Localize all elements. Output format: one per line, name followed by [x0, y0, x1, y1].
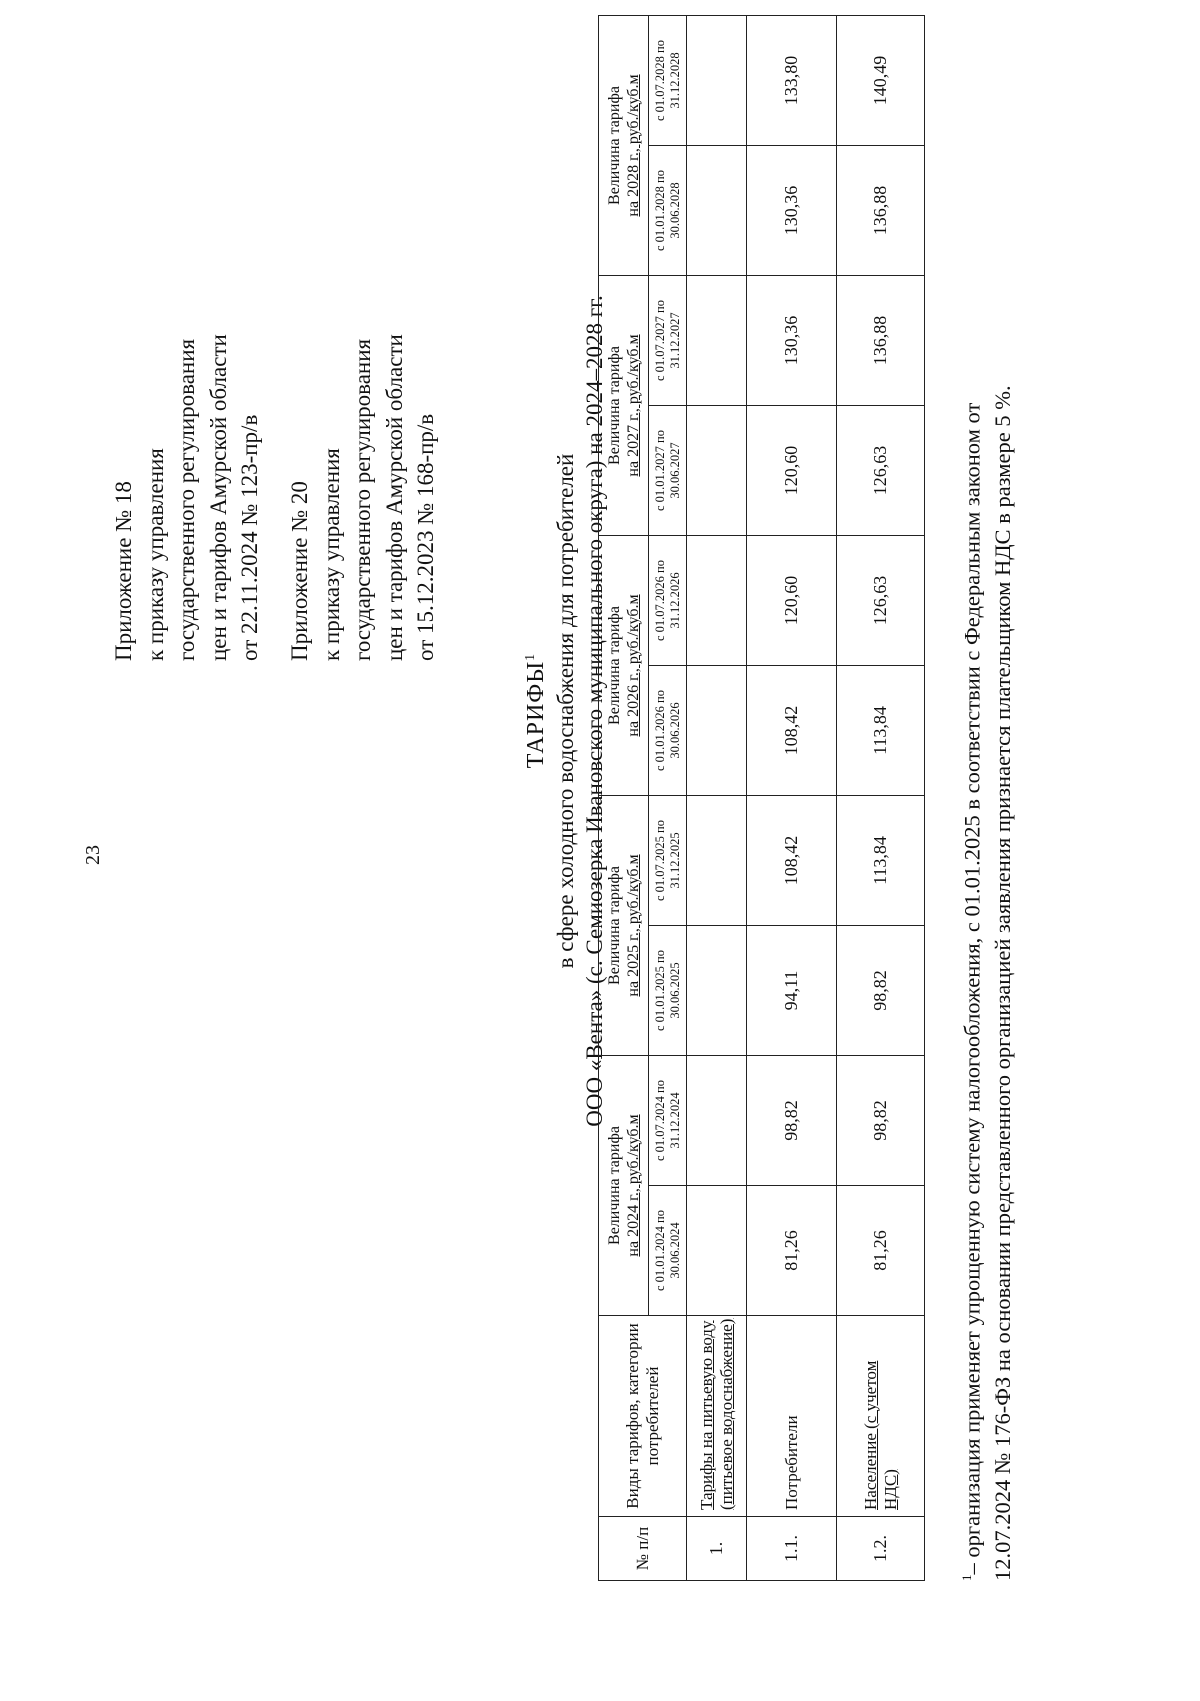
period-2025-h2: с 01.07.2025 по 31.12.2025	[649, 796, 687, 926]
tariff-value	[687, 1056, 747, 1186]
tariff-value	[687, 926, 747, 1056]
appendix-20-block	[284, 1, 442, 661]
tariff-value: 130,36	[747, 276, 837, 406]
tariff-value: 126,63	[837, 406, 925, 536]
footnote-line2: 12.07.2024 № 176-ФЗ на основании представленного организацией заявления признается плательщиком НДС в размере 5 %.	[989, 385, 1015, 1581]
appendix-20-line5: от 15.12.2023 № 168-пр/в	[413, 413, 438, 661]
header-year-2024-line1: Величина тарифа	[605, 1126, 623, 1245]
appendix-20-line1: Приложение № 20	[287, 481, 312, 661]
header-year-2025-line1: Величина тарифа	[605, 866, 623, 985]
header-num: № п/п	[599, 1517, 687, 1581]
row-category	[837, 1316, 925, 1517]
period-2025-h1: с 01.01.2025 по 30.06.2025	[649, 926, 687, 1056]
tariff-value: 98,82	[747, 1056, 837, 1186]
tariff-value	[687, 16, 747, 146]
footnote-line1: – организация применяет упрощенную систему налогообложения, с 01.01.2025 в соответствии с Федеральным законом от	[959, 402, 985, 1575]
appendix-20-line3: государственного регулирования	[350, 338, 375, 661]
table-row	[747, 16, 837, 1581]
appendix-20-line2: к приказу управления	[318, 448, 344, 661]
period-2028-h1: с 01.01.2028 по 30.06.2028	[649, 146, 687, 276]
tariff-value	[687, 666, 747, 796]
row-num: 1.1.	[747, 1517, 837, 1581]
appendix-18-line3: государственного регулирования	[174, 338, 199, 661]
tariff-value: 98,82	[837, 1056, 925, 1186]
row-category-text: Тарифы на питьевую воду (питьевое водоснабжение)	[696, 1318, 736, 1510]
header-year-2028	[599, 16, 649, 276]
header-year-2027-line2: на 2027 г., руб./куб.м	[624, 334, 642, 477]
appendix-20-line4: цен и тарифов Амурской области	[381, 334, 407, 661]
appendix-18-line4: цен и тарифов Амурской области	[205, 334, 231, 661]
tariff-value: 81,26	[837, 1186, 925, 1316]
page-number: 23	[82, 845, 104, 865]
tariff-value: 113,84	[837, 796, 925, 926]
table-row	[837, 16, 925, 1581]
appendix-18-line2: к приказу управления	[142, 448, 168, 661]
tariff-value: 120,60	[747, 536, 837, 666]
period-2026-h2: с 01.07.2026 по 31.12.2026	[649, 536, 687, 666]
appendix-18-block	[108, 1, 266, 661]
tariff-value: 94,11	[747, 926, 837, 1056]
tariff-value: 108,42	[747, 796, 837, 926]
tariff-value: 136,88	[837, 146, 925, 276]
tariff-value	[687, 1186, 747, 1316]
tariff-value: 113,84	[837, 666, 925, 796]
header-year-2026-line2: на 2026 г., руб./куб.м	[624, 594, 642, 737]
document-subtitle-line1: в сфере холодного водоснабжения для потребителей	[553, 453, 578, 969]
row-category-text: Население (с учетом НДС)	[860, 1360, 900, 1510]
tariff-value	[687, 536, 747, 666]
header-year-2026-line1: Величина тарифа	[605, 606, 623, 725]
period-2024-h1: с 01.01.2024 по 30.06.2024	[649, 1186, 687, 1316]
period-2027-h1: с 01.01.2027 по 30.06.2027	[649, 406, 687, 536]
header-year-2027-line1: Величина тарифа	[605, 346, 623, 465]
period-2026-h1: с 01.01.2026 по 30.06.2026	[649, 666, 687, 796]
tariff-value: 98,82	[837, 926, 925, 1056]
tariff-value: 140,49	[837, 16, 925, 146]
tariff-value: 133,80	[747, 16, 837, 146]
header-year-2026	[599, 536, 649, 796]
document-title	[516, 51, 551, 1371]
tariff-value	[687, 276, 747, 406]
period-2024-h2: с 01.07.2024 по 31.12.2024	[649, 1056, 687, 1186]
footnote	[952, 21, 1018, 1581]
document-subtitle-line2: ООО «Вента» (с. Семиозерка Ивановского муниципального округа) на 2024–2028 гг.	[582, 295, 607, 1127]
header-year-2028-line1: Величина тарифа	[605, 86, 623, 205]
tariff-value: 108,42	[747, 666, 837, 796]
title-block	[516, 51, 609, 1371]
tariff-value: 126,63	[837, 536, 925, 666]
header-year-2025-line2: на 2025 г., руб./куб.м	[624, 854, 642, 997]
document-title-text: ТАРИФЫ	[523, 660, 549, 769]
tariff-table	[598, 15, 925, 1581]
header-year-2024	[599, 1056, 649, 1316]
row-category: Потребители	[747, 1316, 837, 1517]
tariff-value: 120,60	[747, 406, 837, 536]
tariff-value: 81,26	[747, 1186, 837, 1316]
appendix-18-line5: от 22.11.2024 № 123-пр/в	[237, 414, 262, 661]
tariff-value	[687, 146, 747, 276]
tariff-value: 130,36	[747, 146, 837, 276]
period-2028-h2: с 01.07.2028 по 31.12.2028	[649, 16, 687, 146]
period-2027-h2: с 01.07.2027 по 31.12.2027	[649, 276, 687, 406]
header-category: Виды тарифов, категории потребителей	[599, 1316, 687, 1517]
footnote-mark: 1	[959, 1574, 974, 1581]
tariff-value	[687, 796, 747, 926]
row-category	[687, 1316, 747, 1517]
tariff-value: 136,88	[837, 276, 925, 406]
header-year-2025	[599, 796, 649, 1056]
row-num: 1.	[687, 1517, 747, 1581]
tariff-value	[687, 406, 747, 536]
table-row	[687, 16, 747, 1581]
header-year-2028-line2: на 2028 г., руб./куб.м	[624, 74, 642, 217]
title-footnote-mark: 1	[523, 653, 538, 661]
row-num: 1.2.	[837, 1517, 925, 1581]
appendix-18-line1: Приложение № 18	[111, 481, 136, 661]
header-year-2027	[599, 276, 649, 536]
header-year-2024-line2: на 2024 г., руб./куб.м	[624, 1114, 642, 1257]
